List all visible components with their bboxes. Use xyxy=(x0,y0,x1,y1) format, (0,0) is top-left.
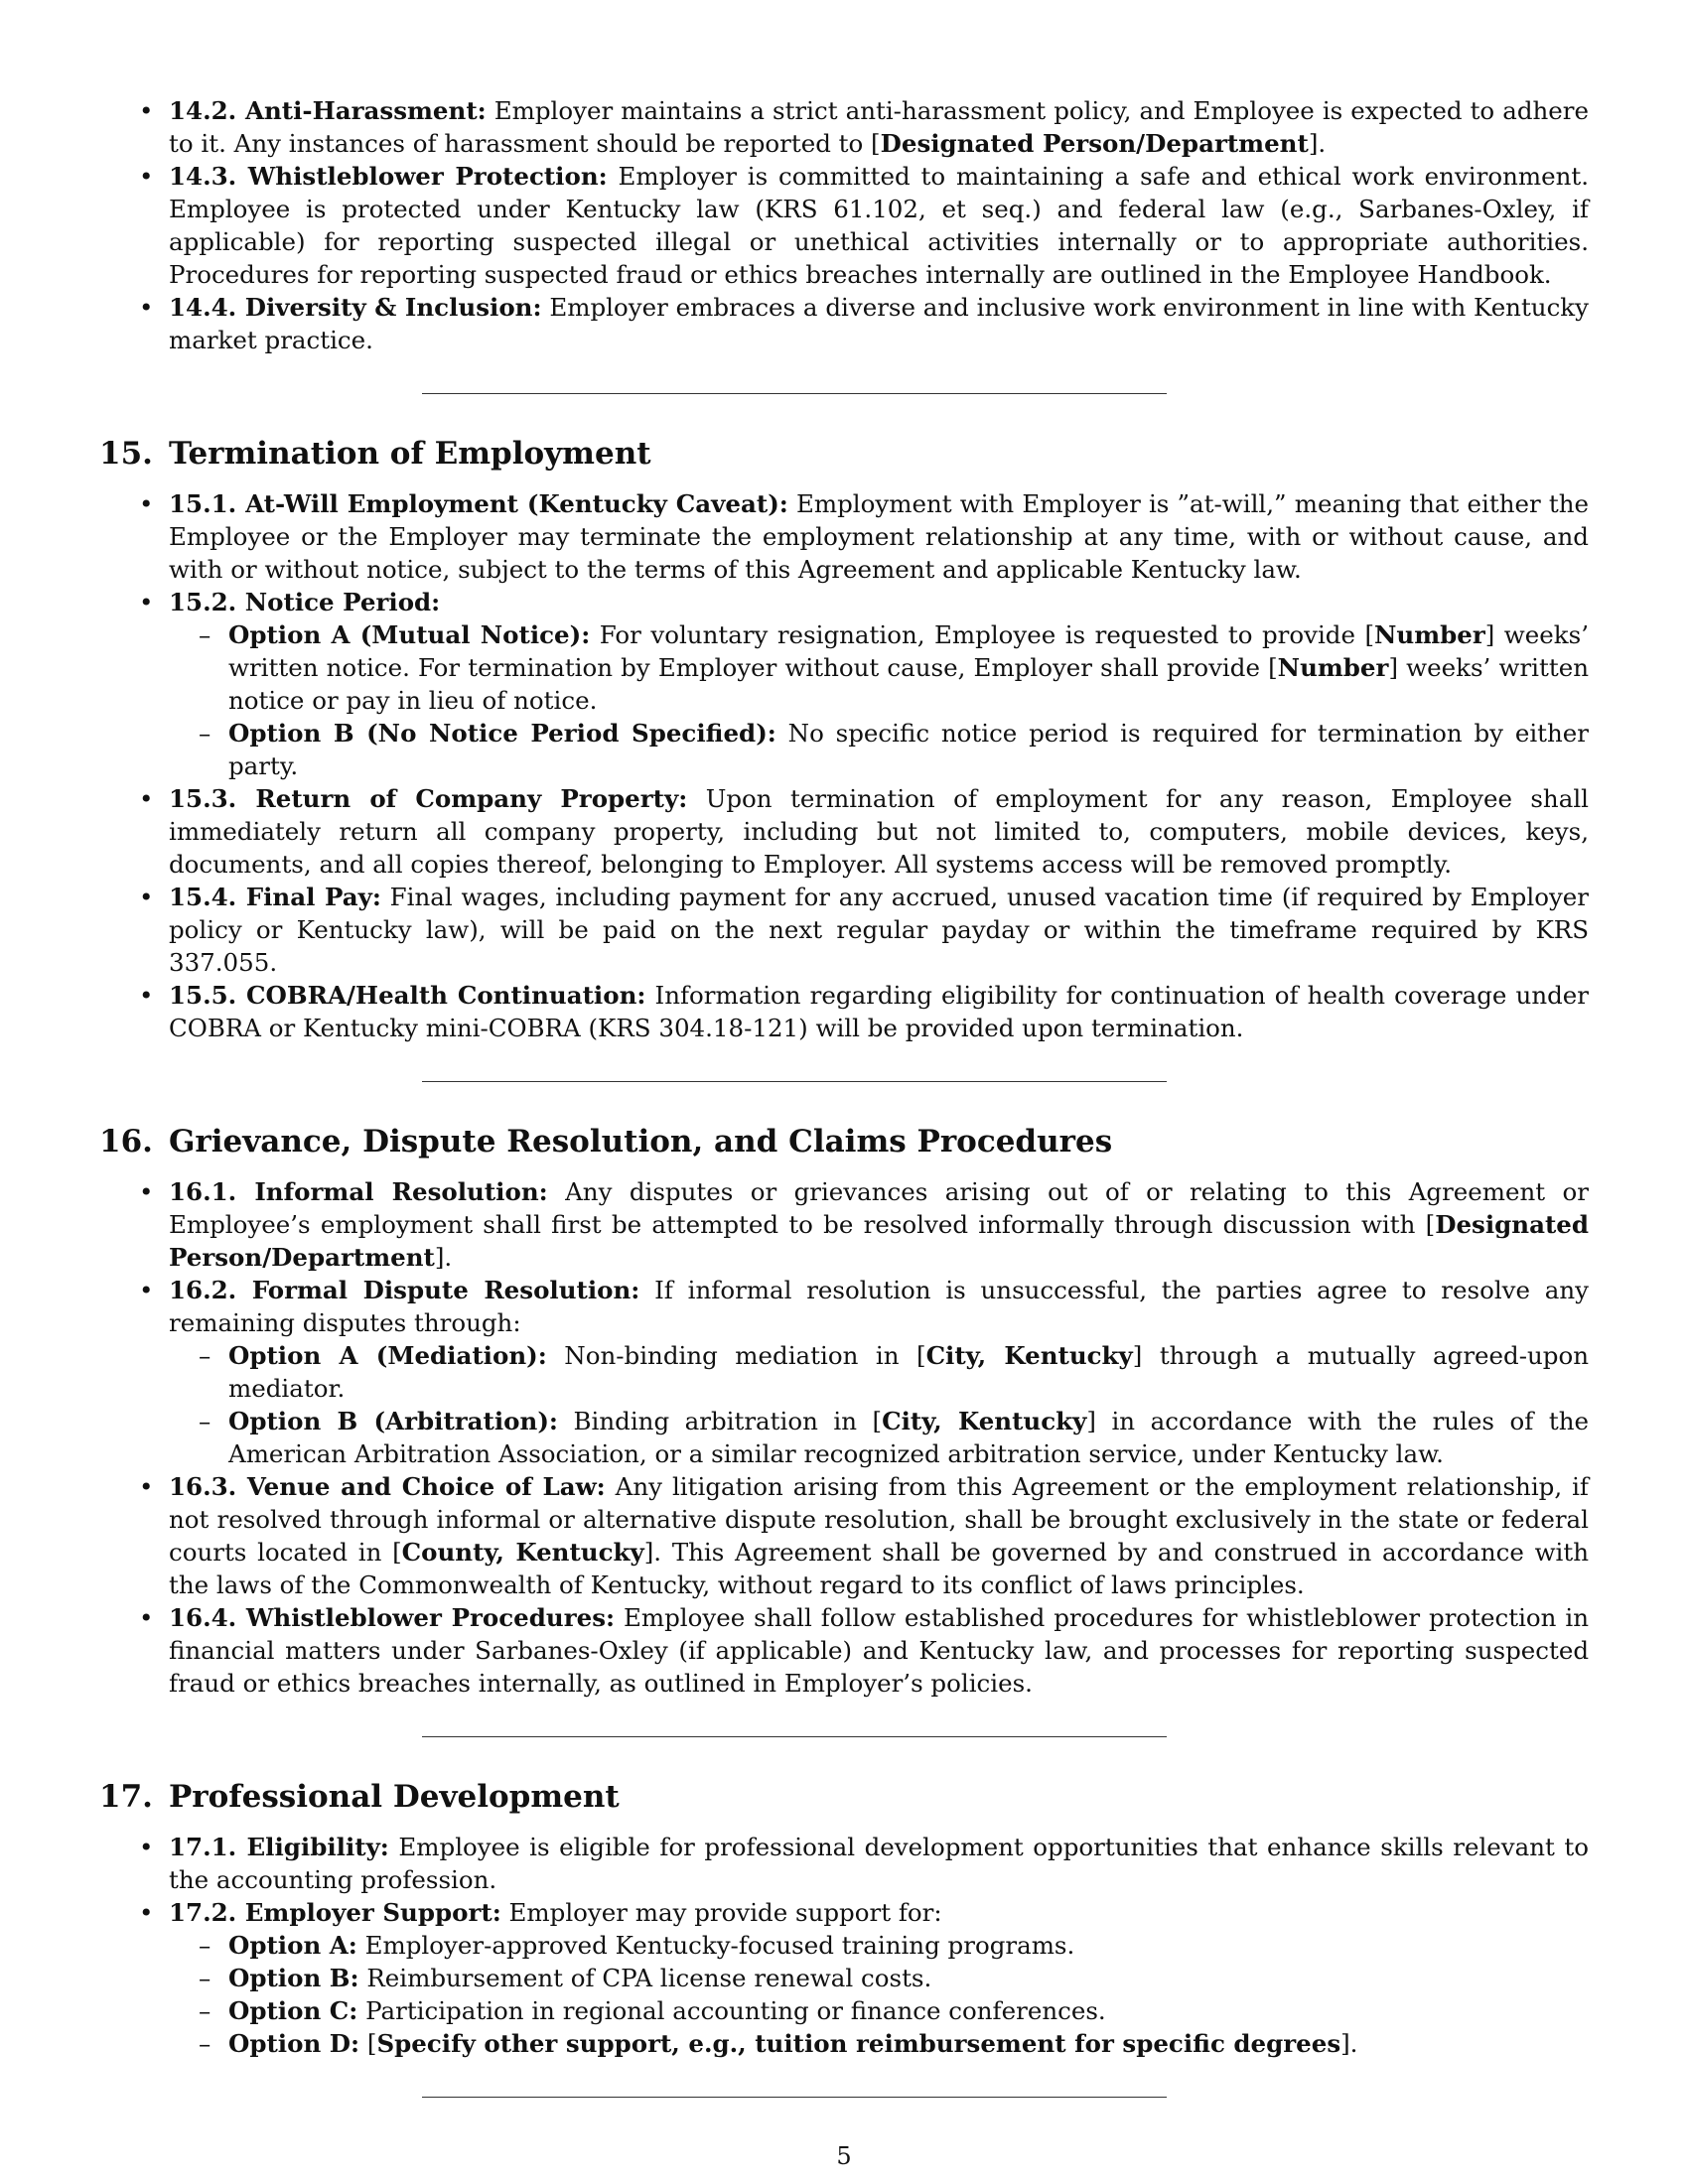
clause-text: Final wages, including payment for any accrued, unused vacation time (if required by Employer policy or Kentucky law), will be paid on the next regular payday or within the timeframe required by KRS 337.055. xyxy=(169,883,1590,977)
clause-label: 15.4. Final Pay: xyxy=(169,883,381,911)
clause-text: Employer-approved Kentucky-focused training programs. xyxy=(356,1931,1075,1960)
clause-label: 16.4. Whistleblower Procedures: xyxy=(169,1603,616,1632)
clause-text: ]. xyxy=(434,1243,453,1272)
clause-label: 17.1. Eligibility: xyxy=(169,1833,389,1861)
clause-label: 15.2. Notice Period: xyxy=(169,588,441,616)
section-17-list xyxy=(99,1831,1589,2060)
clause-label: 16.2. Formal Dispute Resolution: xyxy=(169,1276,640,1304)
clause-text: Any disputes or grievances arising out of or relating to this Agreement or Employee’s employment shall first be attempted to be resolved informally through discussion with [ xyxy=(169,1177,1590,1239)
clause-text: Reimbursement of CPA license renewal costs. xyxy=(358,1964,932,1992)
clause-label: 16.1. Informal Resolution: xyxy=(169,1177,548,1206)
option-label: Option A (Mutual Notice): xyxy=(228,620,591,649)
clause-text: ]. xyxy=(1340,2029,1358,2058)
clause-text: Information regarding eligibility for continuation of health coverage under COBRA or Kentucky mini-COBRA (KRS 304.18-121) will be provided upon termination. xyxy=(169,981,1589,1042)
section-title: Professional Development xyxy=(168,1779,620,1815)
option-label: Option C: xyxy=(228,1996,358,2025)
clause-text: ] weeks’ written notice or pay in lieu of notice. xyxy=(228,653,1589,715)
placeholder-text: Designated Person/Department xyxy=(880,129,1309,158)
clause-label: 14.4. Diversity & Inclusion: xyxy=(169,293,542,322)
placeholder-text: Designated Person/Department xyxy=(169,1210,1589,1272)
clause-label: 15.5. COBRA/Health Continuation: xyxy=(169,981,646,1010)
option-label: Option A: xyxy=(228,1931,357,1960)
option-list xyxy=(169,1339,1589,1470)
clause-item xyxy=(99,881,1589,979)
option-label: Option D: xyxy=(228,2029,360,2058)
clause-item xyxy=(99,782,1589,881)
clause-item xyxy=(99,1601,1589,1700)
section-divider xyxy=(422,1081,1167,1082)
section-title: Termination of Employment xyxy=(168,436,651,472)
clause-label: 15.1. At-Will Employment (Kentucky Caveat): xyxy=(169,489,788,518)
clause-text: Participation in regional accounting or finance conferences. xyxy=(357,1996,1106,2025)
option-label: Option B (No Notice Period Specified): xyxy=(228,719,776,748)
option-list xyxy=(169,1929,1589,2060)
clause-text: No specific notice period is required for termination by either party. xyxy=(228,719,1589,780)
option-item xyxy=(169,1405,1589,1470)
clause-text: ] through a mutually agreed-upon mediator. xyxy=(228,1341,1589,1403)
clause-text: If informal resolution is unsuccessful, the parties agree to resolve any remaining disputes through: xyxy=(169,1276,1589,1337)
placeholder-text: Number xyxy=(1277,653,1389,682)
option-item xyxy=(169,717,1589,782)
clause-text: Employee is eligible for professional development opportunities that enhance skills relevant to the accounting profession. xyxy=(169,1833,1589,1894)
placeholder-text: Specify other support, e.g., tuition reimbursement for specific degrees xyxy=(376,2029,1341,2058)
section-15-heading xyxy=(99,434,1589,474)
section-number: 17. xyxy=(99,1779,153,1815)
clause-item xyxy=(99,291,1589,356)
clause-text: ]. xyxy=(1308,129,1327,158)
clause-item xyxy=(99,160,1589,291)
placeholder-text: City, Kentucky xyxy=(882,1407,1087,1435)
clause-item xyxy=(99,487,1589,586)
clause-text: Non-binding mediation in [ xyxy=(546,1341,926,1370)
option-item xyxy=(169,618,1589,717)
clause-item xyxy=(99,586,1589,782)
clause-item xyxy=(99,1274,1589,1470)
clause-text: Employer may provide support for: xyxy=(500,1898,942,1927)
clause-label: 14.3. Whistleblower Protection: xyxy=(169,162,608,191)
section-15-list xyxy=(99,487,1589,1044)
clause-item xyxy=(99,1896,1589,2060)
clause-item xyxy=(99,94,1589,160)
clause-item xyxy=(99,1470,1589,1601)
option-item xyxy=(169,2027,1589,2060)
section-number: 15. xyxy=(99,436,153,472)
clause-text: Employment with Employer is ”at-will,” meaning that either the Employee or the Employer may terminate the employment relationship at any time, with or without cause, and with or without notice, subject to the terms of this Agreement and applicable Kentucky law. xyxy=(169,489,1589,584)
clause-text: Employer is committed to maintaining a safe and ethical work environment. Employee is protected under Kentucky law (KRS 61.102, et seq.) and federal law (e.g., Sarbanes-Oxley, if applicable) for reporting suspected illegal or unethical activities internally or to appropriate authorities. Procedures for reporting suspected fraud or ethics breaches internally are outlined in the Employee Handbook. xyxy=(169,162,1589,289)
section-title: Grievance, Dispute Resolution, and Claims Procedures xyxy=(168,1124,1113,1160)
section-14-list xyxy=(99,94,1589,356)
clause-label: 17.2. Employer Support: xyxy=(169,1898,501,1927)
option-item xyxy=(169,1339,1589,1405)
clause-label: 15.3. Return of Company Property: xyxy=(169,784,688,813)
clause-text: Any litigation arising from this Agreement or the employment relationship, if not resolved through informal or alternative dispute resolution, shall be brought exclusively in the state or federal courts located in [ xyxy=(169,1472,1589,1567)
section-divider xyxy=(422,2097,1167,2098)
clause-text: Binding arbitration in [ xyxy=(557,1407,883,1435)
section-17-heading xyxy=(99,1777,1589,1817)
section-number: 16. xyxy=(99,1124,153,1160)
option-label: Option A (Mediation): xyxy=(228,1341,547,1370)
section-divider xyxy=(422,393,1167,394)
section-16-list xyxy=(99,1175,1589,1700)
section-divider xyxy=(422,1736,1167,1737)
clause-text: Upon termination of employment for any reason, Employee shall immediately return all company property, including but not limited to, computers, mobile devices, keys, documents, and all copies thereof, belonging to Employer. All systems access will be removed promptly. xyxy=(169,784,1589,879)
clause-text: [ xyxy=(359,2029,377,2058)
page-number: 5 xyxy=(836,2142,852,2170)
option-item xyxy=(169,1929,1589,1962)
clause-label: 16.3. Venue and Choice of Law: xyxy=(169,1472,606,1501)
clause-text: Employee shall follow established procedures for whistleblower protection in financial matters under Sarbanes-Oxley (if applicable) and Kentucky law, and processes for reporting suspected fraud or ethics breaches internally, as outlined in Employer’s policies. xyxy=(169,1603,1590,1698)
option-item xyxy=(169,1962,1589,1994)
placeholder-text: City, Kentucky xyxy=(925,1341,1133,1370)
clause-text: For voluntary resignation, Employee is requested to provide [ xyxy=(590,620,1374,649)
option-list xyxy=(169,618,1589,782)
clause-text: Employer embraces a diverse and inclusive work environment in line with Kentucky market practice. xyxy=(169,293,1589,354)
option-item xyxy=(169,1994,1589,2027)
clause-text: ] weeks’ written notice. For termination by Employer without cause, Employer shall provide [ xyxy=(228,620,1589,682)
option-label: Option B (Arbitration): xyxy=(228,1407,558,1435)
page-content xyxy=(99,94,1589,2098)
clause-text: ] in accordance with the rules of the American Arbitration Association, or a similar recognized arbitration service, under Kentucky law. xyxy=(228,1407,1590,1468)
clause-text: ]. This Agreement shall be governed by and construed in accordance with the laws of the Commonwealth of Kentucky, without regard to its conflict of laws principles. xyxy=(169,1538,1590,1599)
clause-item xyxy=(99,1175,1589,1274)
section-16-heading xyxy=(99,1122,1589,1161)
clause-label: 14.2. Anti-Harassment: xyxy=(169,96,487,125)
placeholder-text: Number xyxy=(1374,620,1485,649)
clause-item xyxy=(99,979,1589,1044)
clause-item xyxy=(99,1831,1589,1896)
placeholder-text: County, Kentucky xyxy=(401,1538,644,1567)
option-label: Option B: xyxy=(228,1964,359,1992)
clause-text: Employer maintains a strict anti-harassment policy, and Employee is expected to adhere to it. Any instances of harassment should be reported to [ xyxy=(169,96,1590,158)
